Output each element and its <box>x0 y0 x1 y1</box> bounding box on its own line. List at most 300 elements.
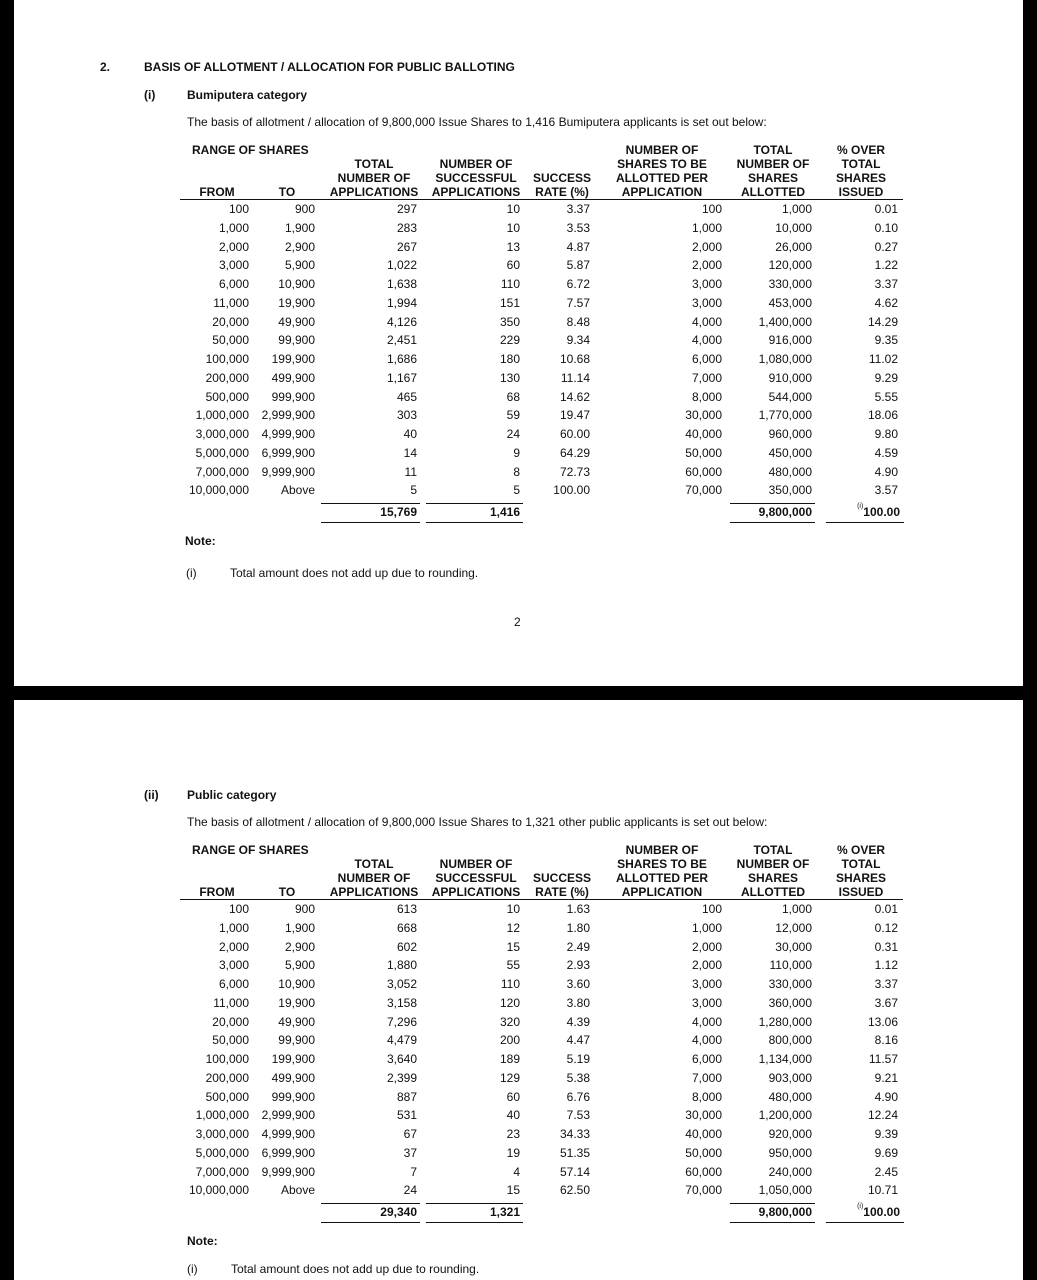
successful-applications-rule <box>426 503 523 504</box>
successful-applications: 8 <box>513 464 520 479</box>
total-shares-allotted: 120,000 <box>768 258 812 273</box>
shares-per-application: 60,000 <box>685 1164 722 1179</box>
header-line: RATE (%) <box>535 885 589 899</box>
shares-per-application: 100 <box>701 202 722 216</box>
successful-applications: 350 <box>499 314 520 329</box>
range-from: 3,000,000 <box>195 427 249 441</box>
total-applications-rule <box>321 1203 420 1204</box>
total-shares-allotted: 1,050,000 <box>758 1183 812 1198</box>
range-to: 199,900 <box>271 1052 315 1066</box>
success-rate: 34.33 <box>559 1127 590 1141</box>
success-rate: 5.38 <box>566 1070 590 1085</box>
header-line: APPLICATIONS <box>329 885 419 899</box>
header-line: NUMBER OF <box>439 157 513 171</box>
header-rule <box>180 199 903 200</box>
total-applications-bottom-rule <box>321 522 420 523</box>
percent-shares-issued: 4.62 <box>874 295 898 310</box>
range-from: 500,000 <box>205 389 249 404</box>
total-applications: 2,399 <box>386 1070 417 1085</box>
header-line: SUCCESS <box>532 871 591 885</box>
header-from: FROM <box>199 185 235 199</box>
percent-shares-issued: 4.90 <box>874 464 898 479</box>
range-from: 10,000,000 <box>188 483 249 498</box>
percent-shares-issued: 0.27 <box>874 239 898 254</box>
total-shares-allotted: 1,770,000 <box>758 408 812 423</box>
total-shares-allotted: 350,000 <box>768 483 812 498</box>
table-row <box>14 1127 1023 1146</box>
category-label: (ii) <box>144 788 159 802</box>
range-from: 11,000 <box>213 295 249 310</box>
range-from: 500,000 <box>205 1089 249 1104</box>
total-applications: 283 <box>396 220 417 235</box>
header-line: ALLOTTED PER <box>616 871 708 885</box>
total-applications: 1,994 <box>386 295 417 310</box>
shares-per-application: 4,000 <box>691 1014 722 1029</box>
total-applications: 1,167 <box>386 370 417 385</box>
total-applications: 4,479 <box>386 1033 417 1048</box>
total-shares-bottom-rule <box>730 522 815 523</box>
shares-per-application: 70,000 <box>685 1183 722 1198</box>
percent-total <box>857 505 900 519</box>
shares-per-application: 1,000 <box>691 220 722 235</box>
successful-applications: 10 <box>506 202 520 216</box>
percent-shares-issued: 9.69 <box>874 1145 898 1160</box>
header-successful <box>428 857 524 899</box>
success-rate: 72.73 <box>559 464 590 479</box>
percent-shares-issued: 2.45 <box>874 1164 898 1179</box>
successful-applications: 120 <box>499 995 520 1010</box>
header-line: SHARES <box>747 171 798 185</box>
table-row <box>14 1165 1023 1184</box>
range-from: 6,000 <box>218 277 249 291</box>
total-shares-allotted: 1,080,000 <box>758 352 812 366</box>
range-to: 1,900 <box>284 920 315 935</box>
percent-shares-issued: 4.59 <box>874 445 898 460</box>
range-from: 3,000 <box>218 958 249 973</box>
range-from: 200,000 <box>205 1070 249 1085</box>
header-line: TOTAL <box>354 857 394 871</box>
shares-per-application: 4,000 <box>691 333 722 348</box>
success-rate: 3.53 <box>566 220 590 235</box>
successful-applications: 110 <box>500 977 520 991</box>
range-to: 19,900 <box>278 995 315 1010</box>
category-title: Bumiputera category <box>187 88 308 102</box>
percent-shares-issued: 3.37 <box>874 977 898 991</box>
shares-per-application: 4,000 <box>691 314 722 329</box>
percent-shares-issued: 9.35 <box>874 333 898 348</box>
total-applications: 11 <box>404 464 417 479</box>
percent-shares-issued: 11.57 <box>868 1052 898 1066</box>
rounding-note-marker: (i) <box>857 503 864 510</box>
header-line: APPLICATION <box>621 885 703 899</box>
total-shares-allotted: 960,000 <box>768 427 812 441</box>
header-allotted-per <box>612 143 712 199</box>
success-rate: 7.53 <box>566 1108 590 1123</box>
successful-applications-sum: 1,416 <box>489 505 520 519</box>
page-number: 2 <box>514 615 521 629</box>
successful-applications: 9 <box>513 445 520 460</box>
percent-shares-issued: 0.01 <box>874 202 898 216</box>
table-row <box>14 1071 1023 1090</box>
total-shares-allotted: 10,000 <box>775 220 812 235</box>
table-row <box>14 1146 1023 1165</box>
note-label: Note: <box>187 1234 218 1248</box>
success-rate: 5.19 <box>566 1052 590 1066</box>
successful-applications: 189 <box>499 1052 520 1066</box>
total-applications: 297 <box>396 202 417 216</box>
header-total-apps <box>324 157 424 199</box>
success-rate: 5.87 <box>566 258 590 273</box>
percent-shares-issued: 3.57 <box>874 483 898 498</box>
header-rate <box>528 871 596 899</box>
total-applications: 3,640 <box>386 1052 417 1066</box>
range-from: 2,000 <box>218 239 249 254</box>
shares-per-application: 2,000 <box>691 939 722 954</box>
percent-shares-issued: 11.02 <box>868 352 898 366</box>
table-row <box>14 352 1023 371</box>
success-rate: 57.14 <box>559 1164 590 1179</box>
total-applications: 668 <box>396 920 417 935</box>
range-to: 2,900 <box>284 939 315 954</box>
success-rate: 3.37 <box>566 202 590 216</box>
total-shares-allotted: 903,000 <box>768 1070 812 1085</box>
shares-per-application: 40,000 <box>685 1127 722 1141</box>
success-rate: 14.62 <box>559 389 590 404</box>
total-shares-allotted: 920,000 <box>768 1127 812 1141</box>
successful-applications: 200 <box>499 1033 520 1048</box>
total-applications: 1,880 <box>386 958 417 973</box>
table-row <box>14 427 1023 446</box>
range-from: 3,000 <box>218 258 249 273</box>
percent-shares-issued: 4.90 <box>874 1089 898 1104</box>
total-shares-allotted: 240,000 <box>768 1164 812 1179</box>
table-row <box>14 390 1023 409</box>
range-to: 2,999,900 <box>261 408 315 423</box>
percent-shares-issued: 3.67 <box>874 995 898 1010</box>
table-row <box>14 333 1023 352</box>
range-from: 7,000,000 <box>195 1164 249 1179</box>
shares-per-application: 40,000 <box>685 427 722 441</box>
table-row <box>14 977 1023 996</box>
success-rate: 19.47 <box>559 408 590 423</box>
section-title: BASIS OF ALLOTMENT / ALLOCATION FOR PUBLIC BALLOTING <box>144 60 515 74</box>
total-shares-allotted: 1,134,000 <box>758 1052 812 1066</box>
range-to: 99,900 <box>278 1033 315 1048</box>
table-row <box>14 1183 1023 1202</box>
range-from: 200,000 <box>205 370 249 385</box>
range-from: 100 <box>228 202 249 216</box>
total-shares-allotted: 480,000 <box>768 464 812 479</box>
total-applications: 5 <box>410 483 417 498</box>
successful-applications-bottom-rule <box>426 522 523 523</box>
note-marker: (i) <box>186 566 197 580</box>
shares-per-application: 60,000 <box>685 464 722 479</box>
shares-per-application: 2,000 <box>691 239 722 254</box>
percent-shares-issued: 3.37 <box>874 277 898 291</box>
table-row <box>14 921 1023 940</box>
table-row <box>14 258 1023 277</box>
total-shares-allotted: 360,000 <box>768 995 812 1010</box>
header-line: SUCCESS <box>532 171 591 185</box>
table-row <box>14 958 1023 977</box>
header-successful <box>428 157 524 199</box>
header-line: RATE (%) <box>535 185 589 199</box>
table-row <box>14 446 1023 465</box>
header-line: ALLOTTED <box>741 885 805 899</box>
shares-per-application: 6,000 <box>691 1052 722 1066</box>
success-rate: 60.00 <box>559 427 590 441</box>
shares-per-application: 1,000 <box>691 920 722 935</box>
percent-shares-issued: 1.22 <box>874 258 898 273</box>
table-row <box>14 483 1023 502</box>
total-shares-sum: 9,800,000 <box>758 505 812 519</box>
note-label: Note: <box>185 534 216 548</box>
percent-shares-issued: 13.06 <box>867 1014 898 1029</box>
range-from: 2,000 <box>218 939 249 954</box>
header-line: SHARES <box>747 871 798 885</box>
range-from: 1,000,000 <box>195 1108 249 1123</box>
percent-shares-issued: 0.01 <box>874 902 898 916</box>
range-to: 19,900 <box>278 295 315 310</box>
total-shares-allotted: 110,000 <box>769 958 812 973</box>
percent-shares-issued: 0.12 <box>874 920 898 935</box>
range-to: 6,999,900 <box>261 445 315 460</box>
shares-per-application: 8,000 <box>691 389 722 404</box>
range-from: 20,000 <box>212 1014 249 1029</box>
header-line: APPLICATIONS <box>329 185 419 199</box>
total-applications: 7 <box>410 1164 417 1179</box>
header-line: TOTAL <box>753 143 793 157</box>
percent-total-value: 100.00 <box>863 1205 900 1219</box>
table-row <box>14 996 1023 1015</box>
range-to: 999,900 <box>271 1089 315 1104</box>
percent-shares-issued: 0.10 <box>874 220 898 235</box>
percent-shares-issued: 8.16 <box>874 1033 898 1048</box>
successful-applications: 13 <box>506 239 520 254</box>
percent-bottom-rule <box>826 522 904 523</box>
header-line: SUCCESSFUL <box>435 171 517 185</box>
range-to: 5,900 <box>284 258 315 273</box>
success-rate: 8.48 <box>566 314 590 329</box>
total-applications: 67 <box>403 1127 417 1141</box>
shares-per-application: 70,000 <box>685 483 722 498</box>
range-from: 100,000 <box>205 1052 249 1066</box>
successful-applications: 5 <box>513 483 520 498</box>
table-row <box>14 371 1023 390</box>
total-applications: 14 <box>403 445 417 460</box>
range-from: 3,000,000 <box>195 1127 249 1141</box>
successful-applications: 68 <box>506 389 520 404</box>
range-to: 900 <box>294 202 315 216</box>
successful-applications-rule <box>426 1203 523 1204</box>
header-line: NUMBER OF <box>337 871 411 885</box>
total-shares-allotted: 450,000 <box>768 445 812 460</box>
header-line: NUMBER OF <box>337 171 411 185</box>
table-row <box>14 902 1023 921</box>
shares-per-application: 2,000 <box>691 258 722 273</box>
percent-total-value: 100.00 <box>863 505 900 519</box>
successful-applications: 19 <box>506 1145 520 1160</box>
range-to: 4,999,900 <box>261 427 315 441</box>
note-text: Total amount does not add up due to rounding. <box>231 1262 480 1276</box>
successful-applications: 110 <box>500 277 520 291</box>
section-number: 2. <box>100 60 111 74</box>
range-to: 2,999,900 <box>261 1108 315 1123</box>
total-applications: 3,158 <box>386 995 417 1010</box>
success-rate: 64.29 <box>559 445 590 460</box>
header-pct <box>826 143 896 199</box>
total-shares-rule <box>730 1203 815 1204</box>
total-applications: 7,296 <box>386 1014 417 1029</box>
range-to: Above <box>280 483 315 498</box>
success-rate: 6.76 <box>566 1089 590 1104</box>
percent-shares-issued: 18.06 <box>867 408 898 423</box>
success-rate: 7.57 <box>566 295 590 310</box>
shares-per-application: 6,000 <box>691 352 722 366</box>
header-line: TOTAL <box>841 157 881 171</box>
range-to: 2,900 <box>284 239 315 254</box>
header-line: % OVER <box>836 843 885 857</box>
header-line: SUCCESSFUL <box>435 871 517 885</box>
total-applications: 2,451 <box>386 333 417 348</box>
range-from: 100 <box>228 902 249 916</box>
range-to: 99,900 <box>278 333 315 348</box>
percent-shares-issued: 9.21 <box>874 1070 898 1085</box>
rounding-note-marker: (i) <box>857 1203 864 1210</box>
table-row <box>14 408 1023 427</box>
header-line: NUMBER OF <box>625 843 699 857</box>
percent-total <box>857 1205 900 1219</box>
total-shares-bottom-rule <box>730 1222 815 1223</box>
header-to: TO <box>278 185 296 199</box>
table-row <box>14 1090 1023 1109</box>
range-to: 4,999,900 <box>261 1127 315 1141</box>
range-from: 7,000,000 <box>195 464 249 479</box>
shares-per-application: 30,000 <box>685 1108 722 1123</box>
range-to: 6,999,900 <box>261 1145 315 1160</box>
header-line: SHARES <box>835 871 886 885</box>
total-applications: 37 <box>403 1145 417 1160</box>
shares-per-application: 7,000 <box>691 370 722 385</box>
note-marker: (i) <box>187 1262 198 1276</box>
table-row <box>14 1108 1023 1127</box>
total-applications: 887 <box>396 1089 417 1104</box>
successful-applications: 60 <box>506 258 520 273</box>
total-applications: 531 <box>396 1108 417 1123</box>
table-row <box>14 277 1023 296</box>
range-to: Above <box>280 1183 315 1198</box>
header-to: TO <box>278 885 296 899</box>
total-applications: 24 <box>403 1183 417 1198</box>
successful-applications: 130 <box>499 370 520 385</box>
successful-applications-sum: 1,321 <box>489 1205 520 1219</box>
total-shares-allotted: 950,000 <box>768 1145 812 1160</box>
success-rate: 2.93 <box>566 958 590 973</box>
document-page-1 <box>14 0 1023 686</box>
successful-applications: 151 <box>499 295 520 310</box>
header-line: TOTAL <box>753 843 793 857</box>
shares-per-application: 100 <box>701 902 722 916</box>
header-rule <box>180 899 903 900</box>
successful-applications: 229 <box>499 333 520 348</box>
shares-per-application: 7,000 <box>691 1070 722 1085</box>
header-line: APPLICATIONS <box>431 885 521 899</box>
range-from: 20,000 <box>212 314 249 329</box>
range-to: 10,900 <box>278 977 315 991</box>
total-applications: 303 <box>396 408 417 423</box>
range-of-shares-header: RANGE OF SHARES <box>192 843 309 857</box>
success-rate: 1.80 <box>566 920 590 935</box>
total-applications: 1,022 <box>386 258 417 273</box>
success-rate: 100.00 <box>553 483 590 498</box>
total-applications: 4,126 <box>386 314 417 329</box>
header-line: APPLICATION <box>621 185 703 199</box>
percent-shares-issued: 14.29 <box>867 314 898 329</box>
intro-text: The basis of allotment / allocation of 9,800,000 Issue Shares to 1,416 Bumiputera applicants is set out below: <box>187 115 767 129</box>
total-shares-allotted: 26,000 <box>775 239 812 254</box>
range-to: 10,900 <box>278 277 315 291</box>
range-from: 5,000,000 <box>195 445 249 460</box>
header-line: SHARES TO BE <box>617 857 707 871</box>
total-applications-sum: 15,769 <box>380 505 417 519</box>
total-shares-allotted: 1,400,000 <box>758 314 812 329</box>
success-rate: 9.34 <box>566 333 590 348</box>
range-to: 9,999,900 <box>261 464 315 479</box>
percent-shares-issued: 10.71 <box>867 1183 898 1198</box>
total-applications: 267 <box>396 239 417 254</box>
header-line: ALLOTTED <box>741 185 805 199</box>
range-to: 900 <box>294 902 315 916</box>
success-rate: 3.60 <box>566 977 590 991</box>
total-shares-allotted: 910,000 <box>768 370 812 385</box>
total-shares-allotted: 544,000 <box>768 389 812 404</box>
shares-per-application: 50,000 <box>685 445 722 460</box>
shares-per-application: 50,000 <box>685 1145 722 1160</box>
percent-shares-issued: 5.55 <box>874 389 898 404</box>
range-from: 1,000 <box>218 920 249 935</box>
successful-applications: 15 <box>506 1183 520 1198</box>
range-to: 999,900 <box>271 389 315 404</box>
total-shares-allotted: 916,000 <box>768 333 812 348</box>
successful-applications: 129 <box>499 1070 520 1085</box>
table-row <box>14 465 1023 484</box>
total-applications: 1,686 <box>386 352 417 366</box>
success-rate: 2.49 <box>566 939 590 954</box>
successful-applications: 10 <box>506 902 520 916</box>
range-to: 499,900 <box>271 1070 315 1085</box>
success-rate: 3.80 <box>566 995 590 1010</box>
header-allotted-per <box>612 843 712 899</box>
successful-applications-bottom-rule <box>426 1222 523 1223</box>
total-shares-allotted: 800,000 <box>768 1033 812 1048</box>
success-rate: 10.68 <box>559 352 590 366</box>
range-from: 1,000 <box>218 220 249 235</box>
successful-applications: 40 <box>506 1108 520 1123</box>
table-row <box>14 315 1023 334</box>
shares-per-application: 8,000 <box>691 1089 722 1104</box>
header-line: TOTAL <box>354 157 394 171</box>
successful-applications: 55 <box>506 958 520 973</box>
table-row <box>14 221 1023 240</box>
range-from: 1,000,000 <box>195 408 249 423</box>
percent-shares-issued: 1.12 <box>874 958 898 973</box>
table-row <box>14 240 1023 259</box>
total-shares-sum: 9,800,000 <box>758 1205 812 1219</box>
total-shares-allotted: 1,280,000 <box>758 1014 812 1029</box>
percent-shares-issued: 12.24 <box>867 1108 898 1123</box>
success-rate: 51.35 <box>559 1145 590 1160</box>
successful-applications: 4 <box>513 1164 520 1179</box>
